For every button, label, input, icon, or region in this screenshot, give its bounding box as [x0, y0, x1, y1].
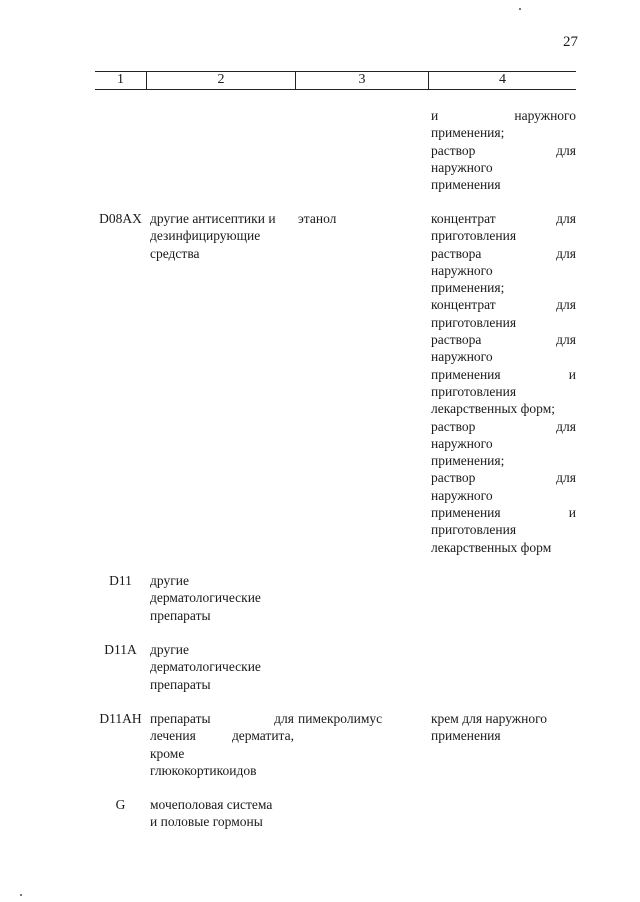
word: и [568, 505, 576, 521]
word: для [556, 245, 576, 261]
dosage-forms [426, 107, 576, 193]
substance-name: пимекролимус [298, 711, 383, 726]
header-col-4: 4 [499, 72, 506, 87]
word: и [431, 108, 439, 123]
word: концентрат [431, 211, 496, 226]
scan-speck [519, 8, 521, 10]
dosage-form-line: применения [431, 177, 501, 193]
atc-code: G [115, 797, 126, 812]
word: лечения [150, 728, 196, 744]
header-col-2: 2 [147, 72, 296, 89]
word: для [556, 142, 576, 158]
dosage-form-line [431, 142, 576, 159]
word: раствора [431, 245, 482, 261]
word: раствор [431, 470, 476, 486]
atc-group-name: другие антисептики и дезинфицирующие средства [150, 211, 276, 261]
dosage-forms: крем для наружного применения [431, 711, 548, 744]
atc-group-name: препараты для лечения дерматита, кроме глюкокортикоидов [150, 711, 294, 778]
atc-code: D11AH [99, 711, 142, 726]
table-header [95, 71, 576, 90]
table-row [95, 572, 576, 624]
dosage-form-line: наружного [431, 159, 493, 175]
header-col-3: 3 [296, 72, 429, 89]
dosage-form-line [431, 107, 576, 124]
word: дерматита, [231, 728, 294, 744]
table-row [95, 796, 576, 831]
table-row [95, 641, 576, 693]
word: раствор [431, 142, 476, 158]
word: применения [431, 366, 501, 382]
word: наружного [514, 108, 576, 123]
word: для [274, 711, 294, 726]
table-row [95, 107, 576, 193]
page-number: 27 [563, 34, 578, 50]
atc-code: D08AX [99, 211, 142, 226]
scan-speck [20, 894, 22, 896]
atc-group-name: другие дерматологические препараты [150, 642, 261, 692]
word: для [556, 470, 576, 486]
word: для [556, 297, 576, 313]
word: для [556, 211, 576, 226]
word: концентрат [431, 297, 496, 313]
table-row [95, 210, 576, 556]
atc-code: D11A [104, 642, 137, 657]
atc-code: D11 [109, 573, 132, 588]
dosage-forms: концентрат для приготовления раствора для наружного применения; концентрат для приготовления раствора для наружного применения и приготовления лекарственных форм; раствор для наружного применения; раствор для наружного применения и приготовления лекарственных форм [431, 211, 576, 555]
word: и [568, 366, 576, 382]
word: для [556, 332, 576, 348]
dosage-form-line: применения; [431, 125, 505, 141]
atc-group-name: мочеполовая система и половые гормоны [150, 797, 273, 830]
word: раствор [431, 418, 476, 434]
atc-group-name: другие дерматологические препараты [150, 573, 261, 623]
word: применения [431, 505, 501, 521]
word: раствора [431, 332, 482, 348]
word: для [556, 418, 576, 434]
header-col-1: 1 [95, 72, 147, 89]
word: препараты [150, 711, 211, 726]
substance-name: этанол [298, 211, 337, 226]
table-row [95, 710, 576, 779]
